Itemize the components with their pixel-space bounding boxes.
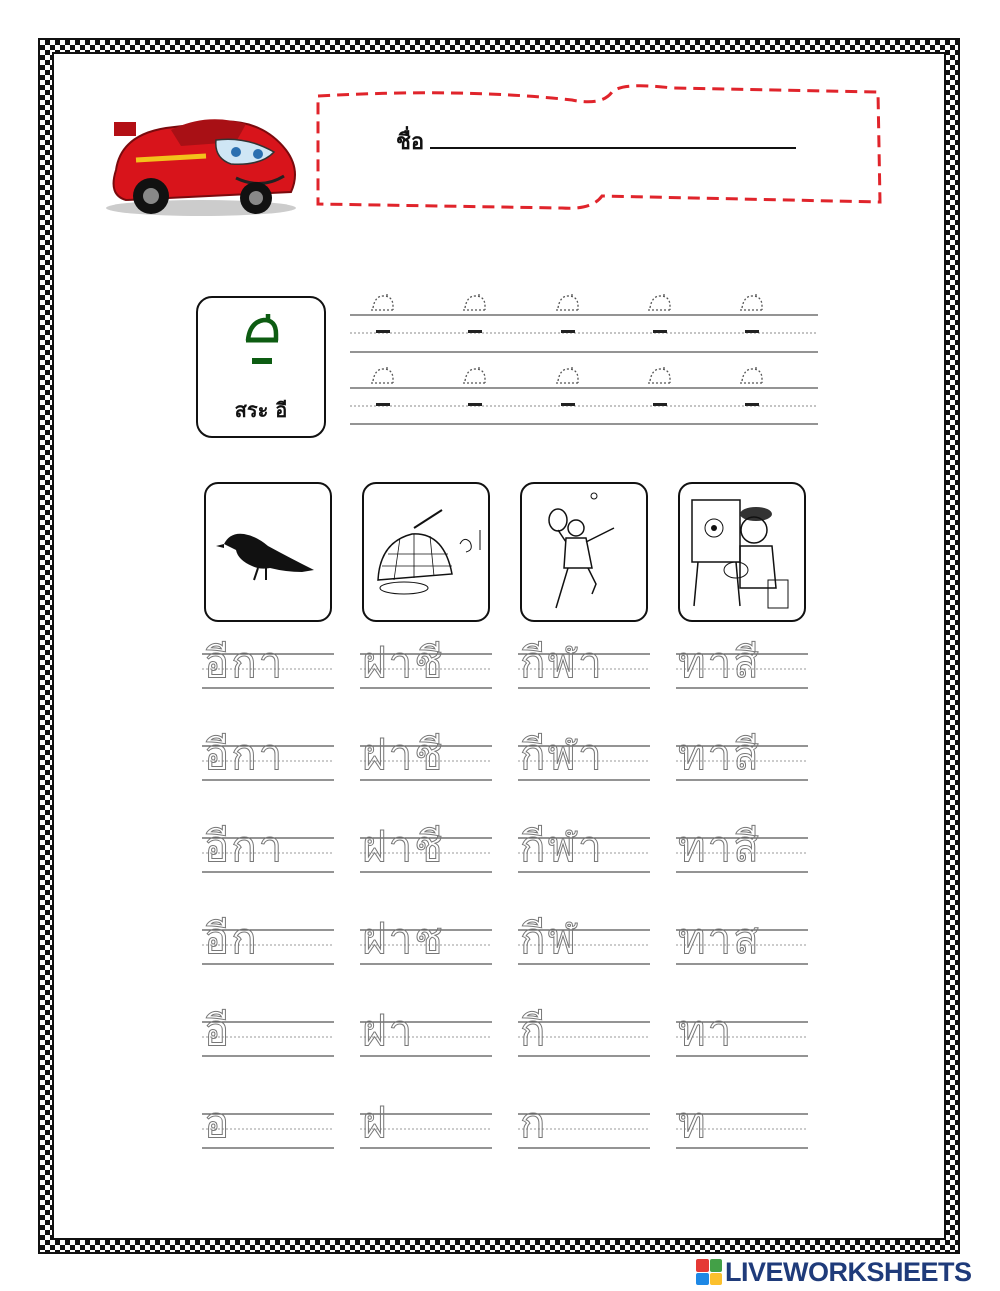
trace-word: ฝาชี (362, 822, 445, 871)
trace-word: กี (520, 1006, 548, 1055)
trace-word: ทา (678, 1006, 734, 1055)
trace-word: ก (520, 1098, 548, 1147)
trace-word: อีกา (204, 822, 285, 871)
trace-word: ทาส (678, 914, 761, 963)
trace-word: ฝ (362, 1098, 389, 1147)
trace-word: กีฬ (520, 914, 579, 963)
trace-word: อีกา (204, 638, 285, 687)
trace-word: ท (678, 1098, 708, 1147)
liveworksheets-logo (696, 1258, 972, 1286)
trace-word: ฝาช (362, 914, 445, 963)
trace-word: ทาสี (678, 638, 761, 687)
trace-word: ฝาชี (362, 638, 445, 687)
trace-word: อ (204, 1098, 232, 1147)
trace-word: อี (204, 1006, 232, 1055)
trace-word: อีกา (204, 730, 285, 779)
trace-word: อีก (204, 914, 259, 963)
name-label: ชื่อ (396, 130, 425, 155)
trace-word: กีฬา (520, 638, 604, 687)
trace-word: กีฬา (520, 822, 604, 871)
trace-word: ฝา (362, 1006, 415, 1055)
trace-word: ฝาชี (362, 730, 445, 779)
trace-word: ทาสี (678, 822, 761, 871)
trace-word: กีฬา (520, 730, 604, 779)
vowel-name: สระ อี (234, 398, 288, 422)
liveworksheets-logo-icon (696, 1259, 722, 1285)
trace-word: ทาสี (678, 730, 761, 779)
brand-text: LIVEWORKSHEETS (725, 1256, 972, 1287)
